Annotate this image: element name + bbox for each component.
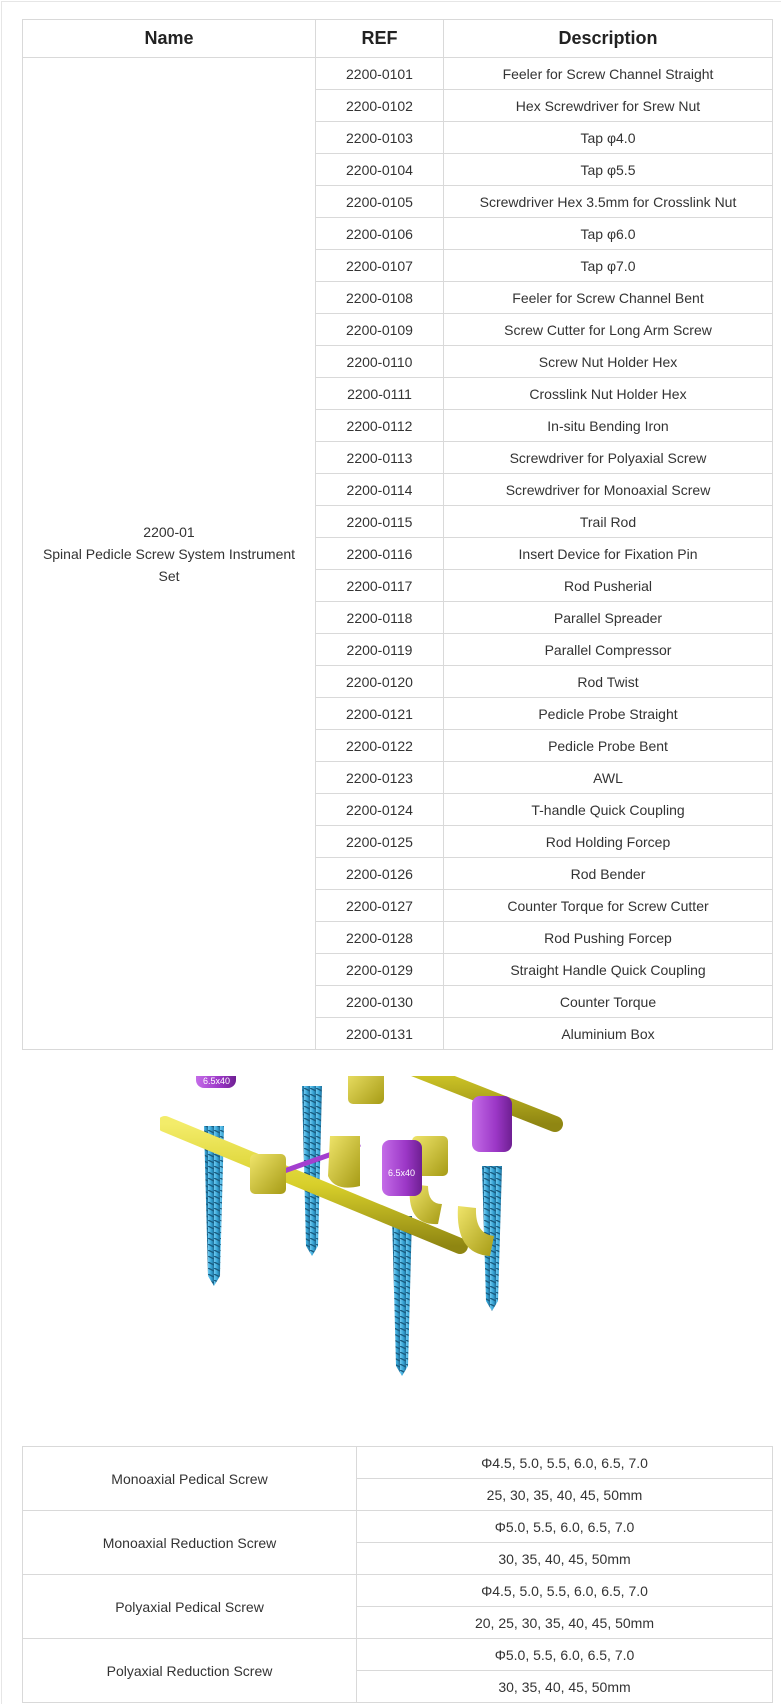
description-cell: Screwdriver for Polyaxial Screw (444, 442, 773, 474)
set-name: Spinal Pedicle Screw System Instrument Set (42, 545, 296, 584)
screw-diameter-cell: Φ5.0, 5.5, 6.0, 6.5, 7.0 (357, 1639, 773, 1671)
ref-cell: 2200-0104 (316, 154, 444, 186)
description-cell: Screw Cutter for Long Arm Screw (444, 314, 773, 346)
spinal-screw-assembly-illustration (160, 1076, 610, 1406)
description-cell: In-situ Bending Iron (444, 410, 773, 442)
screw-shafts (204, 1086, 502, 1376)
ref-cell: 2200-0127 (316, 890, 444, 922)
description-cell: Screwdriver Hex 3.5mm for Crosslink Nut (444, 186, 773, 218)
description-cell: Feeler for Screw Channel Straight (444, 58, 773, 90)
ref-cell: 2200-0114 (316, 474, 444, 506)
description-cell: Aluminium Box (444, 1018, 773, 1050)
screw-shaft-3 (392, 1216, 412, 1376)
hook-1 (328, 1136, 360, 1188)
description-cell: Straight Handle Quick Coupling (444, 954, 773, 986)
screw-length-cell: 25, 30, 35, 40, 45, 50mm (357, 1479, 773, 1511)
ref-cell: 2200-0123 (316, 762, 444, 794)
description-cell: Pedicle Probe Bent (444, 730, 773, 762)
description-cell: Rod Pushing Forcep (444, 922, 773, 954)
screw-name-cell: Monoaxial Pedical Screw (23, 1447, 357, 1511)
ref-cell: 2200-0105 (316, 186, 444, 218)
screw-length-cell: 30, 35, 40, 45, 50mm (357, 1671, 773, 1703)
ref-cell: 2200-0108 (316, 282, 444, 314)
description-cell: Counter Torque (444, 986, 773, 1018)
ref-cell: 2200-0117 (316, 570, 444, 602)
screw-diameter-cell: Φ4.5, 5.0, 5.5, 6.0, 6.5, 7.0 (357, 1575, 773, 1607)
description-cell: Insert Device for Fixation Pin (444, 538, 773, 570)
ref-cell: 2200-0111 (316, 378, 444, 410)
ref-cell: 2200-0113 (316, 442, 444, 474)
ref-cell: 2200-0125 (316, 826, 444, 858)
description-cell: Tap φ7.0 (444, 250, 773, 282)
description-cell: Screw Nut Holder Hex (444, 346, 773, 378)
screw-label-3: 6.5x40 (388, 1168, 416, 1178)
ref-cell: 2200-0120 (316, 666, 444, 698)
screw-name-cell: Polyaxial Reduction Screw (23, 1639, 357, 1703)
ref-cell: 2200-0126 (316, 858, 444, 890)
table-row (23, 1511, 773, 1543)
description-cell: Feeler for Screw Channel Bent (444, 282, 773, 314)
description-cell: Trail Rod (444, 506, 773, 538)
screw-diameter-cell: Φ5.0, 5.5, 6.0, 6.5, 7.0 (357, 1511, 773, 1543)
table-header-row (23, 20, 773, 58)
description-cell: Rod Bender (444, 858, 773, 890)
ref-cell: 2200-0128 (316, 922, 444, 954)
ref-cell: 2200-0122 (316, 730, 444, 762)
ref-cell: 2200-0112 (316, 410, 444, 442)
description-cell: Rod Pusherial (444, 570, 773, 602)
screw-length-cell: 30, 35, 40, 45, 50mm (357, 1543, 773, 1575)
connector-2 (250, 1154, 286, 1194)
description-cell: Counter Torque for Screw Cutter (444, 890, 773, 922)
table-row (23, 1639, 773, 1671)
header-ref: REF (316, 20, 444, 58)
set-name-cell (23, 58, 316, 1050)
description-cell: Parallel Compressor (444, 634, 773, 666)
ref-cell: 2200-0110 (316, 346, 444, 378)
table-row (23, 58, 773, 90)
description-cell: Screwdriver for Monoaxial Screw (444, 474, 773, 506)
description-cell: Rod Holding Forcep (444, 826, 773, 858)
ref-cell: 2200-0131 (316, 1018, 444, 1050)
product-image (160, 1076, 610, 1406)
table-row (23, 1447, 773, 1479)
screw-name-cell: Polyaxial Pedical Screw (23, 1575, 357, 1639)
screw-head-4 (472, 1096, 512, 1152)
description-cell: Tap φ4.0 (444, 122, 773, 154)
instrument-set-table (22, 19, 773, 1050)
header-description: Description (444, 20, 773, 58)
description-cell: Tap φ5.5 (444, 154, 773, 186)
ref-cell: 2200-0107 (316, 250, 444, 282)
screw-label-1: 6.5x40 (203, 1076, 231, 1086)
description-cell: T-handle Quick Coupling (444, 794, 773, 826)
ref-cell: 2200-0129 (316, 954, 444, 986)
screw-name-cell: Monoaxial Reduction Screw (23, 1511, 357, 1575)
set-code: 2200-01 (143, 523, 195, 540)
ref-cell: 2200-0116 (316, 538, 444, 570)
ref-cell: 2200-0103 (316, 122, 444, 154)
ref-cell: 2200-0118 (316, 602, 444, 634)
description-cell: Tap φ6.0 (444, 218, 773, 250)
description-cell: Hex Screwdriver for Srew Nut (444, 90, 773, 122)
ref-cell: 2200-0115 (316, 506, 444, 538)
ref-cell: 2200-0130 (316, 986, 444, 1018)
screw-diameter-cell: Φ4.5, 5.0, 5.5, 6.0, 6.5, 7.0 (357, 1447, 773, 1479)
description-cell: Crosslink Nut Holder Hex (444, 378, 773, 410)
ref-cell: 2200-0121 (316, 698, 444, 730)
description-cell: AWL (444, 762, 773, 794)
description-cell: Parallel Spreader (444, 602, 773, 634)
description-cell: Rod Twist (444, 666, 773, 698)
screw-spec-table (22, 1446, 773, 1703)
screw-length-cell: 20, 25, 30, 35, 40, 45, 50mm (357, 1607, 773, 1639)
ref-cell: 2200-0119 (316, 634, 444, 666)
header-name: Name (23, 20, 316, 58)
screw-shaft-2 (302, 1086, 322, 1256)
ref-cell: 2200-0101 (316, 58, 444, 90)
ref-cell: 2200-0102 (316, 90, 444, 122)
ref-cell: 2200-0109 (316, 314, 444, 346)
ref-cell: 2200-0106 (316, 218, 444, 250)
table-row (23, 1575, 773, 1607)
ref-cell: 2200-0124 (316, 794, 444, 826)
description-cell: Pedicle Probe Straight (444, 698, 773, 730)
connector-1 (348, 1076, 384, 1104)
